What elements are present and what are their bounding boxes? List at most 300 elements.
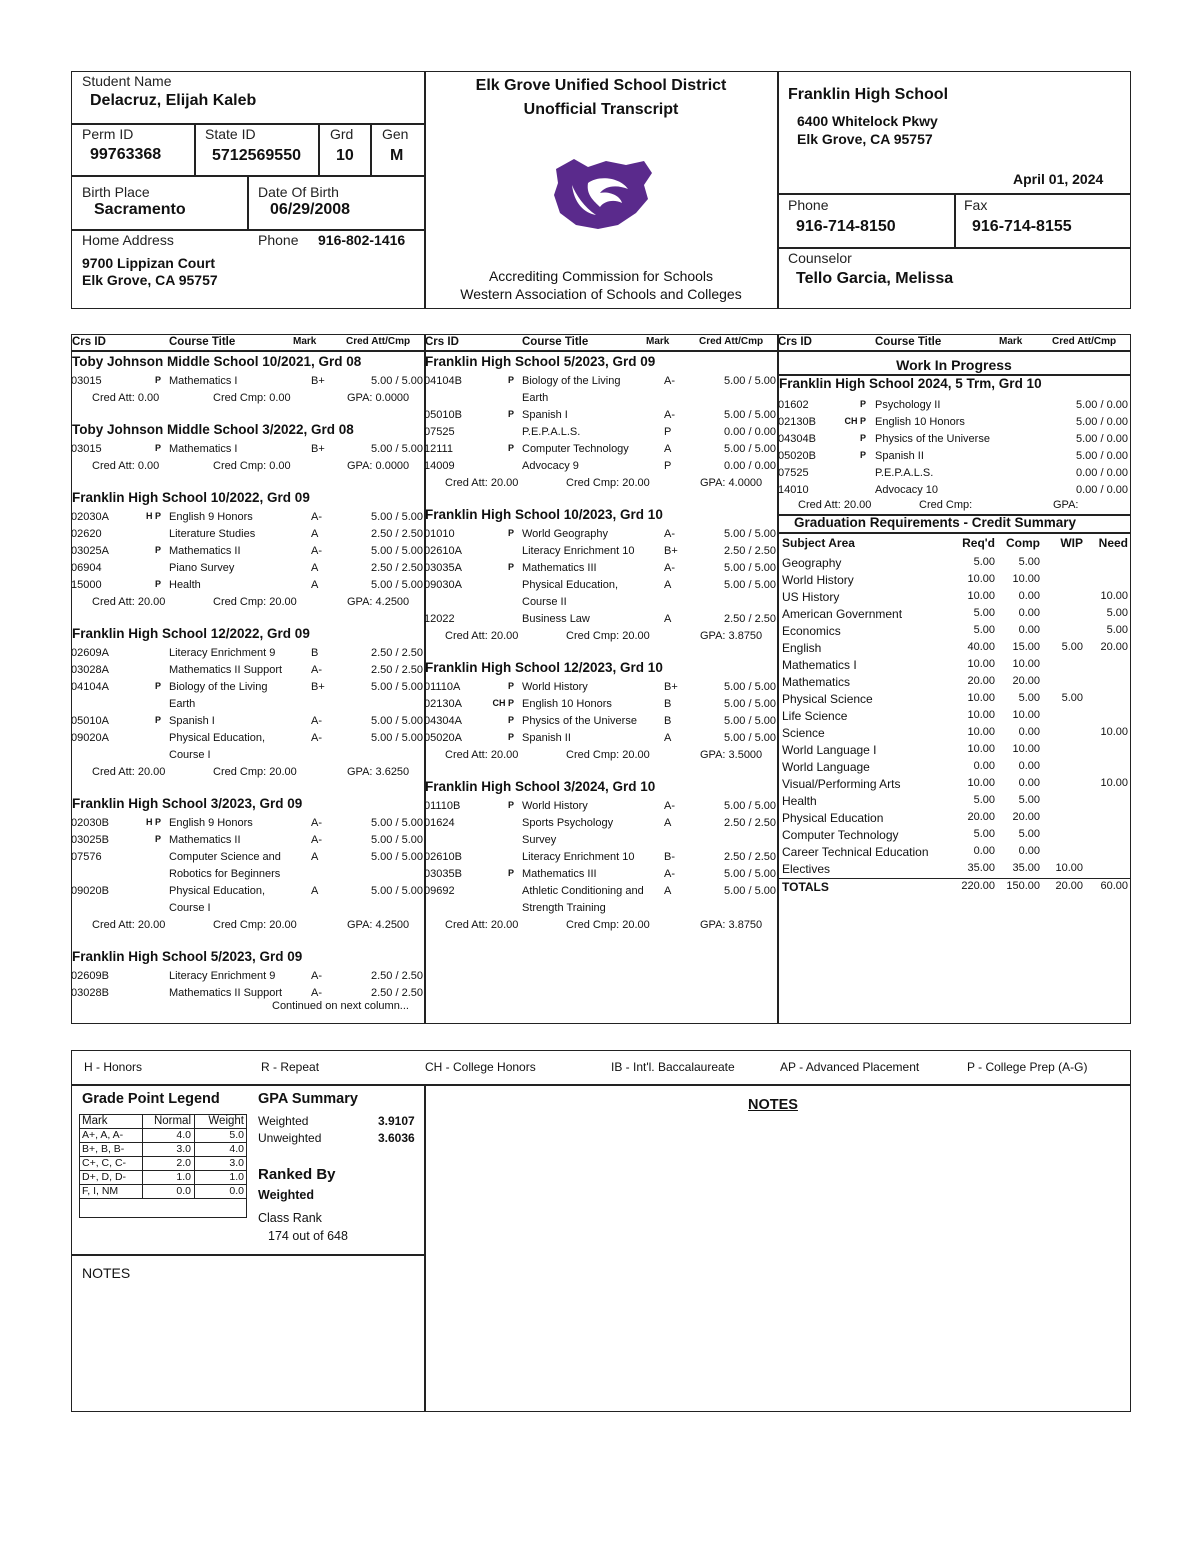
gender: M (390, 147, 404, 164)
wip-course-id: 04304B (778, 433, 816, 445)
credit-value: 10.00 (1012, 573, 1040, 585)
perm-id-label: Perm ID (82, 126, 134, 142)
term-title: Franklin High School 5/2023, Grd 09 (425, 354, 656, 369)
gp-legend-cell: 1.0 (176, 1171, 191, 1183)
course-id: 07525 (424, 426, 455, 438)
school-address-line2: Elk Grove, CA 95757 (797, 131, 933, 147)
term-gpa: GPA: 0.0000 (347, 392, 410, 404)
credit-value: 5.00 (973, 794, 995, 806)
cred-completed: Cred Cmp: 20.00 (566, 630, 650, 642)
course-mark: A (664, 817, 672, 829)
course-title-cont: Earth (522, 392, 549, 404)
course-title-cont: Course II (522, 596, 567, 608)
course-title: Spanish I (169, 715, 215, 727)
course-id: 03028A (71, 664, 109, 676)
course-title: P.E.P.A.L.S. (522, 426, 581, 438)
course-title: Mathematics I (169, 375, 238, 387)
credit-value: 5.00 (1018, 828, 1040, 840)
credit-value: 20.00 (967, 811, 995, 823)
credit-value: 20.00 (967, 675, 995, 687)
course-flag: P (507, 732, 514, 742)
credit-value: 10.00 (967, 658, 995, 670)
state-id: 5712569550 (212, 147, 301, 164)
credit-value: 5.00 (973, 624, 995, 636)
course-cred: 5.00 / 5.00 (371, 579, 423, 591)
state-id-label: State ID (205, 126, 256, 142)
course-title: Business Law (522, 613, 590, 625)
cred-attempted: Cred Att: 0.00 (92, 460, 160, 472)
gp-legend-col-rule (194, 1114, 195, 1198)
dob: 06/29/2008 (270, 201, 351, 218)
weighted-gpa: 3.9107 (378, 1114, 415, 1128)
course-id: 02620 (71, 528, 102, 540)
course-mark: B+ (311, 681, 325, 693)
ranked-by-title: Ranked By (258, 1166, 336, 1183)
gp-legend-header: Normal (153, 1115, 191, 1127)
term-gpa: GPA: 3.8750 (700, 919, 763, 931)
course-id: 09030A (424, 579, 462, 591)
grad-header: Subject Area (782, 536, 855, 550)
credit-value: 5.00 (1106, 607, 1128, 619)
term-gpa: GPA: 0.0000 (347, 460, 410, 472)
course-flag: P (154, 834, 161, 844)
wip-course-title: English 10 Honors (875, 416, 965, 428)
gp-legend-header: Mark (82, 1115, 108, 1127)
cred-attempted: Cred Att: 20.00 (445, 477, 519, 489)
term-title: Franklin High School 5/2023, Grd 09 (72, 949, 303, 964)
course-id: 05020A (424, 732, 462, 744)
credit-value: 0.00 (1018, 777, 1040, 789)
footer-box (71, 1050, 1131, 1412)
course-mark: A (664, 613, 672, 625)
subject-area: American Government (782, 607, 903, 621)
course-mark: A- (664, 409, 675, 421)
subject-area: English (782, 641, 822, 655)
term-gpa: GPA: 3.6250 (347, 766, 410, 778)
course-id: 03028B (71, 987, 109, 999)
course-id: 01010 (424, 528, 455, 540)
subject-area: Economics (782, 624, 841, 638)
credit-value: 10.00 (1100, 777, 1128, 789)
course-cred: 0.00 / 0.00 (724, 460, 776, 472)
course-flag: P (154, 545, 161, 555)
course-title: Physical Education, (169, 885, 265, 897)
credit-value: 10.00 (967, 726, 995, 738)
course-cred: 5.00 / 5.00 (724, 698, 776, 710)
course-title: Health (169, 579, 201, 591)
cred-attempted: Cred Att: 20.00 (445, 919, 519, 931)
unweighted-gpa: 3.6036 (378, 1131, 415, 1145)
cred-attempted: Cred Att: 20.00 (92, 919, 166, 931)
course-title: Mathematics III (522, 562, 597, 574)
code-legend-item: IB - Int'l. Baccalaureate (611, 1060, 735, 1074)
course-mark: A (311, 851, 319, 863)
wip-course-flag: CH P (844, 416, 866, 426)
student-phone-label: Phone (258, 232, 299, 248)
course-id: 02130A (424, 698, 462, 710)
course-title: Physics of the Universe (522, 715, 637, 727)
ranked-by-value: Weighted (258, 1188, 315, 1202)
wip-gpa: GPA: (1053, 499, 1079, 511)
credit-value: 40.00 (967, 641, 995, 653)
gp-legend-cell: 3.0 (176, 1143, 191, 1155)
course-flag: P (154, 715, 161, 725)
course-mark: B (664, 698, 672, 710)
course-title: English 9 Honors (169, 817, 253, 829)
grade: 10 (336, 147, 354, 164)
course-cred: 5.00 / 5.00 (724, 885, 776, 897)
course-id: 02609A (71, 647, 109, 659)
course-title-cont: Survey (522, 834, 557, 846)
course-id: 02610B (424, 851, 462, 863)
course-id: 04104B (424, 375, 462, 387)
wip-course-cred: 5.00 / 0.00 (1076, 450, 1128, 462)
course-mark: P (664, 426, 672, 438)
course-title: Literacy Enrichment 10 (522, 545, 635, 557)
totals-value: 20.00 (1055, 880, 1083, 892)
totals-value: 60.00 (1100, 880, 1128, 892)
course-title: Biology of the Living (169, 681, 268, 693)
accreditation-line1: Accrediting Commission for Schools (488, 268, 714, 284)
course-mark: A- (311, 970, 322, 982)
credit-value: 10.00 (967, 709, 995, 721)
course-mark: B+ (664, 545, 678, 557)
course-title-cont: Robotics for Beginners (169, 868, 281, 880)
course-mark: B (311, 647, 319, 659)
wip-title: Work In Progress (896, 357, 1012, 373)
subject-area: Career Technical Education (782, 845, 929, 859)
subject-area: Physical Education (782, 811, 884, 825)
course-flag: P (507, 681, 514, 691)
course-cred: 0.00 / 0.00 (724, 426, 776, 438)
gp-legend-cell: D+, D, D- (82, 1171, 127, 1183)
course-title: Computer Science and (169, 851, 281, 863)
counselor-label: Counselor (788, 250, 852, 266)
course-id: 07576 (71, 851, 102, 863)
gp-legend-cell: 0.0 (229, 1185, 244, 1197)
course-cred: 5.00 / 5.00 (371, 817, 423, 829)
header-course-title: Course Title (875, 336, 942, 348)
course-cred: 5.00 / 5.00 (371, 545, 423, 557)
subject-area: Health (782, 794, 817, 808)
credit-value: 5.00 (1018, 692, 1040, 704)
gp-legend-cell: 1.0 (229, 1171, 244, 1183)
cred-completed: Cred Cmp: 20.00 (213, 596, 297, 608)
course-mark: A- (664, 800, 675, 812)
school-name: Franklin High School (788, 86, 949, 103)
credit-value: 0.00 (1018, 845, 1040, 857)
course-mark: A- (311, 987, 322, 999)
gender-label: Gen (382, 126, 409, 142)
birth-place: Sacramento (94, 201, 186, 218)
credit-value: 35.00 (967, 862, 995, 874)
course-title: Piano Survey (169, 562, 235, 574)
course-flag: CH P (492, 698, 514, 708)
course-cred: 5.00 / 5.00 (371, 443, 423, 455)
wip-course-flag: P (859, 433, 866, 443)
course-title: English 10 Honors (522, 698, 612, 710)
totals-label: TOTALS (782, 880, 829, 894)
subject-area: Electives (782, 862, 831, 876)
course-title: Physical Education, (169, 732, 265, 744)
credit-value: 10.00 (1012, 658, 1040, 670)
subject-area: World Language I (782, 743, 877, 757)
course-mark: A- (311, 545, 322, 557)
credit-value: 35.00 (1012, 862, 1040, 874)
wip-course-id: 05020B (778, 450, 816, 462)
header-cred: Cred Att/Cmp (346, 336, 411, 347)
credit-value: 10.00 (967, 590, 995, 602)
course-cred: 5.00 / 5.00 (371, 732, 423, 744)
code-legend-item: AP - Advanced Placement (780, 1060, 920, 1074)
fax-label: Fax (964, 197, 988, 213)
course-id: 04104A (71, 681, 109, 693)
course-title-cont: Course I (169, 902, 211, 914)
cred-completed: Cred Cmp: 20.00 (566, 919, 650, 931)
course-cred: 5.00 / 5.00 (724, 681, 776, 693)
wip-course-cred: 0.00 / 0.00 (1076, 467, 1128, 479)
cred-attempted: Cred Att: 20.00 (92, 766, 166, 778)
course-cred: 5.00 / 5.00 (724, 409, 776, 421)
gp-legend-cell: A+, A, A- (82, 1129, 124, 1141)
course-title: Advocacy 9 (522, 460, 579, 472)
school-address-line1: 6400 Whitelock Pkwy (797, 113, 938, 129)
course-cred: 5.00 / 5.00 (371, 375, 423, 387)
school-phone-label: Phone (788, 197, 829, 213)
credit-value: 5.00 (1018, 556, 1040, 568)
credit-value: 20.00 (1012, 811, 1040, 823)
course-cred: 5.00 / 5.00 (371, 715, 423, 727)
wip-course-id: 14010 (778, 484, 809, 496)
wip-course-id: 01602 (778, 399, 809, 411)
cred-attempted: Cred Att: 20.00 (445, 630, 519, 642)
wip-course-cred: 5.00 / 0.00 (1076, 433, 1128, 445)
course-cred: 2.50 / 2.50 (371, 647, 423, 659)
grad-header: Req'd (962, 536, 995, 550)
wildcat-logo (548, 155, 656, 233)
student-phone: 916-802-1416 (318, 232, 406, 248)
cred-completed: Cred Cmp: 20.00 (213, 766, 297, 778)
home-address-label: Home Address (82, 232, 174, 248)
grad-header: WIP (1060, 536, 1083, 550)
wip-course-flag: P (859, 399, 866, 409)
class-rank: 174 out of 648 (268, 1229, 348, 1243)
course-title: Mathematics II (169, 834, 241, 846)
course-cred: 5.00 / 5.00 (724, 732, 776, 744)
student-name-label: Student Name (82, 73, 172, 89)
course-flag: P (507, 715, 514, 725)
wip-course-title: Spanish II (875, 450, 924, 462)
totals-rule (777, 878, 1131, 879)
cred-completed: Cred Cmp: 20.00 (566, 477, 650, 489)
term-title: Toby Johnson Middle School 10/2021, Grd 08 (72, 354, 362, 369)
course-cred: 5.00 / 5.00 (724, 562, 776, 574)
grade-label: Grd (330, 126, 354, 142)
course-cred: 2.50 / 2.50 (724, 851, 776, 863)
gp-legend-cell: 5.0 (229, 1129, 244, 1141)
class-rank-label: Class Rank (258, 1211, 322, 1225)
term-title: Franklin High School 3/2024, Grd 10 (425, 779, 656, 794)
course-flag: H P (145, 817, 161, 827)
course-title: Mathematics III (522, 868, 597, 880)
credit-value: 15.00 (1012, 641, 1040, 653)
grade-point-legend-title: Grade Point Legend (82, 1091, 220, 1107)
course-cred: 2.50 / 2.50 (371, 664, 423, 676)
course-flag: P (154, 579, 161, 589)
header-cred: Cred Att/Cmp (1052, 336, 1117, 347)
cred-completed: Cred Cmp: 0.00 (213, 460, 291, 472)
course-cred: 5.00 / 5.00 (724, 800, 776, 812)
course-id: 09020B (71, 885, 109, 897)
totals-value: 220.00 (961, 880, 995, 892)
credit-value: 10.00 (967, 573, 995, 585)
course-id: 03025A (71, 545, 109, 557)
subject-area: Physical Science (782, 692, 873, 706)
cred-attempted: Cred Att: 20.00 (445, 749, 519, 761)
subject-area: US History (782, 590, 840, 604)
gp-legend-col-rule (142, 1114, 143, 1198)
course-cred: 5.00 / 5.00 (724, 443, 776, 455)
header-mark: Mark (646, 336, 670, 347)
wip-cred-attempted: Cred Att: 20.00 (798, 499, 872, 511)
notes-right-title: NOTES (748, 1097, 798, 1113)
course-cred: 5.00 / 5.00 (371, 511, 423, 523)
weighted-label: Weighted (258, 1114, 309, 1128)
school-phone: 916-714-8150 (796, 218, 896, 235)
credit-value: 10.00 (1012, 709, 1040, 721)
gp-legend-header: Weight (208, 1115, 244, 1127)
course-cred: 2.50 / 2.50 (724, 613, 776, 625)
course-cred: 2.50 / 2.50 (371, 987, 423, 999)
course-mark: A- (311, 732, 322, 744)
course-mark: B+ (664, 681, 678, 693)
course-title: Biology of the Living (522, 375, 621, 387)
course-id: 01110A (424, 681, 461, 693)
course-id: 03015 (71, 375, 102, 387)
term-title: Franklin High School 10/2023, Grd 10 (425, 507, 663, 522)
transcript-date: April 01, 2024 (1013, 171, 1104, 187)
course-title: World History (522, 800, 588, 812)
course-mark: P (664, 460, 672, 472)
course-title: Literacy Enrichment 9 (169, 647, 276, 659)
course-mark: A (664, 443, 672, 455)
credit-value: 0.00 (1018, 624, 1040, 636)
cred-attempted: Cred Att: 0.00 (92, 392, 160, 404)
course-title: Literature Studies (169, 528, 256, 540)
gp-legend-cell: 3.0 (229, 1157, 244, 1169)
course-mark: A- (664, 528, 675, 540)
credit-value: 20.00 (1012, 675, 1040, 687)
fax: 916-714-8155 (972, 218, 1072, 235)
course-title: Spanish I (522, 409, 568, 421)
credit-value: 10.00 (1055, 862, 1083, 874)
course-cred: 5.00 / 5.00 (371, 851, 423, 863)
course-cred: 5.00 / 5.00 (724, 528, 776, 540)
course-id: 03025B (71, 834, 109, 846)
grad-header: Need (1098, 536, 1128, 550)
wip-course-cred: 0.00 / 0.00 (1076, 484, 1128, 496)
course-title-cont: Strength Training (522, 902, 606, 914)
course-mark: A (664, 579, 672, 591)
course-flag: P (507, 443, 514, 453)
course-id: 02030A (71, 511, 109, 523)
course-id: 04304A (424, 715, 462, 727)
course-mark: B (664, 715, 672, 727)
credit-value: 0.00 (1018, 590, 1040, 602)
credit-value: 5.00 (1061, 692, 1083, 704)
course-id: 03035A (424, 562, 462, 574)
credit-value: 5.00 (1018, 794, 1040, 806)
header-mark: Mark (999, 336, 1023, 347)
credit-value: 0.00 (973, 760, 995, 772)
course-cred: 5.00 / 5.00 (371, 834, 423, 846)
subject-area: Mathematics (782, 675, 851, 689)
credit-value: 10.00 (1100, 590, 1128, 602)
subject-area: Mathematics I (782, 658, 857, 672)
course-title: Physical Education, (522, 579, 618, 591)
course-cred: 5.00 / 5.00 (371, 885, 423, 897)
course-mark: A- (311, 834, 322, 846)
course-title: Mathematics II Support (169, 664, 283, 676)
course-cred: 5.00 / 5.00 (371, 681, 423, 693)
course-id: 02610A (424, 545, 462, 557)
term-title: Franklin High School 12/2023, Grd 10 (425, 660, 663, 675)
subject-area: World History (782, 573, 854, 587)
subject-area: Geography (782, 556, 842, 570)
course-id: 15000 (71, 579, 102, 591)
credit-value: 5.00 (1106, 624, 1128, 636)
wip-course-id: 07525 (778, 467, 809, 479)
course-title: English 9 Honors (169, 511, 253, 523)
course-flag: P (154, 375, 161, 385)
course-mark: A (311, 579, 319, 591)
credit-value: 0.00 (973, 845, 995, 857)
credit-value: 5.00 (973, 607, 995, 619)
wip-term: Franklin High School 2024, 5 Trm, Grd 10 (779, 376, 1042, 391)
course-cred: 5.00 / 5.00 (724, 579, 776, 591)
subject-area: Science (782, 726, 825, 740)
course-mark: A (311, 562, 319, 574)
course-title: Mathematics II Support (169, 987, 283, 999)
term-gpa: GPA: 4.2500 (347, 919, 410, 931)
course-mark: A- (311, 511, 322, 523)
code-legend-item: P - College Prep (A-G) (967, 1060, 1088, 1074)
credit-value: 0.00 (1018, 760, 1040, 772)
course-id: 02030B (71, 817, 109, 829)
address-line2: Elk Grove, CA 95757 (82, 272, 218, 288)
course-title-cont: Earth (169, 698, 196, 710)
grad-header: Comp (1006, 536, 1040, 550)
counselor: Tello Garcia, Melissa (796, 270, 954, 287)
course-cred: 5.00 / 5.00 (724, 715, 776, 727)
credit-value: 5.00 (973, 556, 995, 568)
code-legend-item: H - Honors (84, 1060, 143, 1074)
header-course-title: Course Title (169, 336, 236, 348)
course-flag: H P (145, 511, 161, 521)
credit-value: 20.00 (1100, 641, 1128, 653)
course-title: Literacy Enrichment 9 (169, 970, 276, 982)
code-legend-item: CH - College Honors (425, 1060, 536, 1074)
course-title: Mathematics I (169, 443, 238, 455)
address-line1: 9700 Lippizan Court (82, 255, 216, 271)
course-mark: A- (664, 868, 675, 880)
course-mark: A (664, 885, 672, 897)
gp-legend-rule (79, 1198, 247, 1199)
course-mark: A (311, 885, 319, 897)
wip-cred-completed: Cred Cmp: (919, 499, 973, 511)
credit-value: 10.00 (1012, 743, 1040, 755)
course-title: Sports Psychology (522, 817, 614, 829)
